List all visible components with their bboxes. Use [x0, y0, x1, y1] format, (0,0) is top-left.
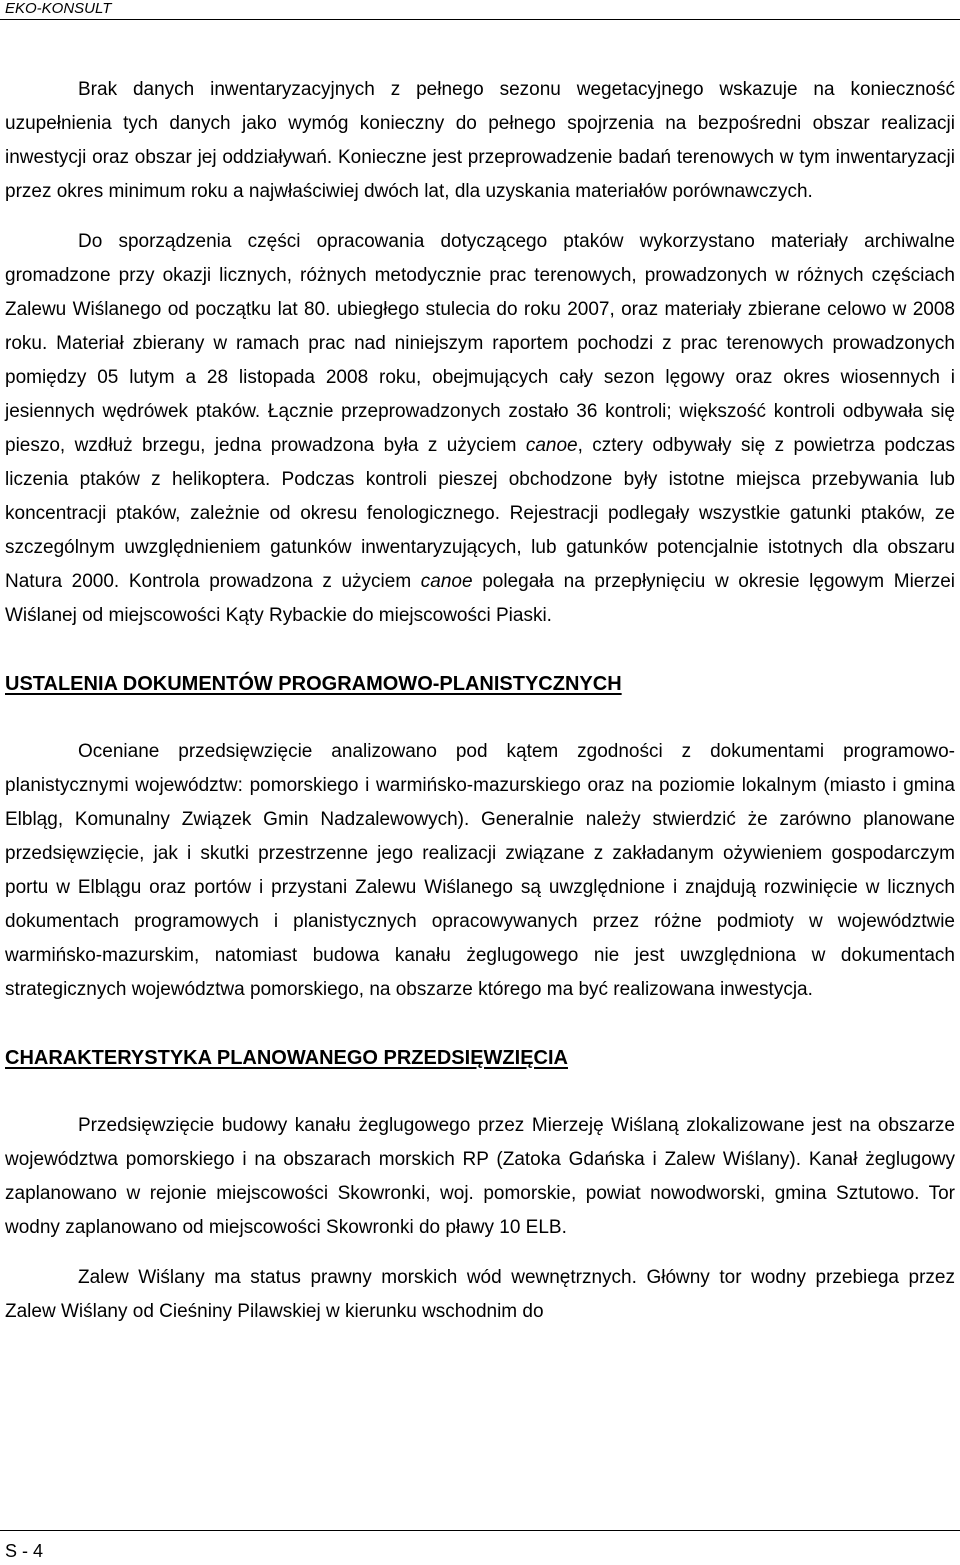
- header-company-name: EKO-KONSULT: [5, 0, 112, 17]
- canoe-term: canoe: [420, 571, 473, 592]
- paragraph-bird-data-part-c: polegała na przepłynięciu w okresie lęgowym Mierzei Wiślanej od miejscowości Kąty Rybackie do miejscowości Piaski.: [5, 571, 955, 626]
- section-heading-project-characteristics: CHARAKTERYSTYKA PLANOWANEGO PRZEDSIĘWZIĘCIA: [5, 1047, 568, 1069]
- paragraph-planning-documents: Oceniane przedsięwzięcie analizowano pod kątem zgodności z dokumentami programowo-planistycznymi województw: pomorskiego i warmińsko-mazurskiego oraz na poziomie lokalnym (miasto i gmina Elbląg, Komunalny Związek Gmin Nadzalewowych). Generalnie należy stwierdzić że zarówno planowane przedsięwzięcie, jak i skutki przestrzenne jego realizacji związane z zakładanym ożywieniem gospodarczym portu w Elblągu oraz portów i przystani Zalewu Wiślanego są uwzględnione i znajdują rozwinięcie w licznych dokumentach programowych i planistycznych opracowywanych przez różne podmioty w województwie warmińsko-mazurskim, natomiast budowa kanału żeglugowego nie jest uwzględniona w dokumentach strategicznych województwa pomorskiego, na obszarze którego ma być realizowana inwestycja.: [5, 741, 955, 1000]
- section-heading-planning-documents: USTALENIA DOKUMENTÓW PROGRAMOWO-PLANISTYCZNYCH: [5, 673, 622, 695]
- document-body: [5, 73, 955, 1329]
- footer-divider: [0, 1530, 960, 1531]
- paragraph-inventory-gap: Brak danych inwentaryzacyjnych z pełnego sezonu wegetacyjnego wskazuje na konieczność uzupełnienia tych danych jako wymóg konieczny do pełnego spojrzenia na bezpośredni obszar realizacji inwestycji oraz obszar jej oddziaływań. Konieczne jest przeprowadzenie badań terenowych w tym inwentaryzacji przez okres minimum roku a najwłaściwiej dwóch lat, dla uzyskania materiałów porównawczych.: [5, 79, 955, 202]
- page-number: S - 4: [5, 1541, 44, 1561]
- paragraph-lagoon-status: Zalew Wiślany ma status prawny morskich wód wewnętrznych. Główny tor wodny przebiega przez Zalew Wiślany od Cieśniny Pilawskiej w kierunku wschodnim do: [5, 1267, 955, 1322]
- header-divider: [0, 19, 960, 20]
- paragraph-project-location: Przedsięwzięcie budowy kanału żeglugowego przez Mierzeję Wiślaną zlokalizowane jest na obszarze województwa pomorskiego i na obszarach morskich RP (Zatoka Gdańska i Zalew Wiślany). Kanał żeglugowy zaplanowano w rejonie miejscowości Skowronki, woj. pomorskie, powiat nowodworski, gmina Sztutowo. Tor wodny zaplanowano od miejscowości Skowronki do pławy 10 ELB.: [5, 1115, 955, 1238]
- paragraph-bird-data-part-b: , cztery odbywały się z powietrza podczas liczenia ptaków z helikoptera. Podczas kontroli pieszej obchodzone były istotne miejsca przebywania lub koncentracji ptaków, zależnie od okresu fenologicznego. Rejestracji podlegały wszystkie gatunki ptaków, ze szczególnym uwzględnieniem gatunków inwentaryzujących, lub gatunków potencjalnie istotnych dla obszaru Natura 2000. Kontrola prowadzona z użyciem: [5, 435, 955, 592]
- canoe-term: canoe: [525, 435, 578, 456]
- paragraph-bird-data: [5, 225, 955, 633]
- paragraph-bird-data-part-a: Do sporządzenia części opracowania dotyczącego ptaków wykorzystano materiały archiwalne gromadzone przy okazji licznych, różnych metodycznie prac terenowych, prowadzonych w różnych częściach Zalewu Wiślanego od początku lat 80. ubiegłego stulecia do roku 2007, oraz materiały zbierane celowo w 2008 roku. Materiał zbierany w ramach prac nad niniejszym raportem pochodzi z prac terenowych prowadzonych pomiędzy 05 lutym a 28 listopada 2008 roku, obejmujących cały sezon lęgowy oraz okres wiosennych i jesiennych wędrówek ptaków. Łącznie przeprowadzonych zostało 36 kontroli; większość kontroli odbywała się pieszo, wzdłuż brzegu, jedna prowadzona była z użyciem: [5, 231, 955, 456]
